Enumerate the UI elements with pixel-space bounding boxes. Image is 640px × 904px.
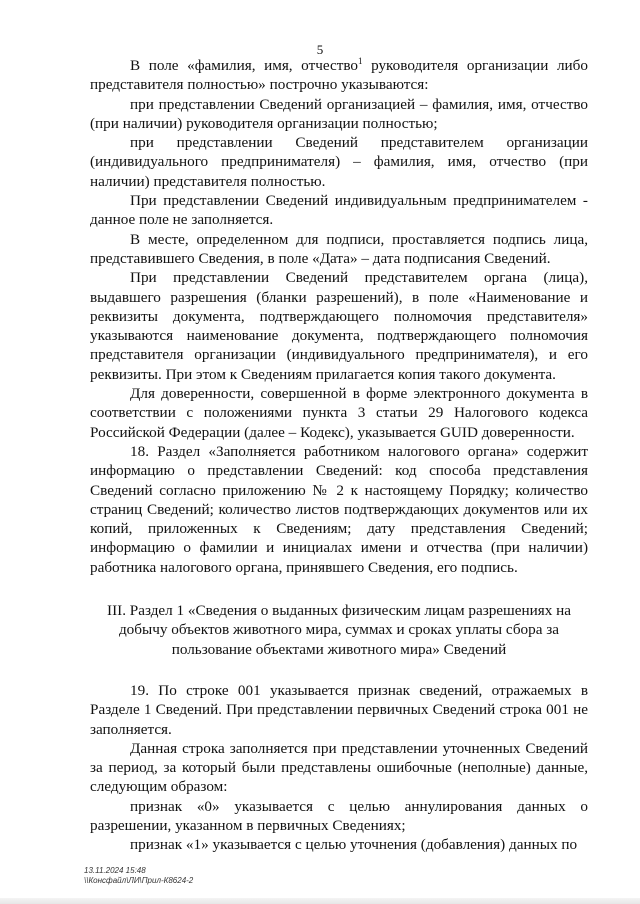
section-heading: III. Раздел 1 «Сведения о выданных физическим лицам разрешениях на добычу объектов животного мира, суммах и сроках уплаты сбора за пользование объектами животного мира» Сведений: [107, 602, 571, 658]
paragraph-signature: В месте, определенном для подписи, проставляется подпись лица, представившего Сведения, в поле «Дата» – дата подписания Сведений.: [90, 230, 588, 267]
page-number: 5: [316, 42, 324, 57]
paragraph-organization: при представлении Сведений организацией – фамилия, имя, отчество (при наличии) руководителя организации полностью;: [90, 95, 588, 132]
footer-file-path: \\Консфайл\ЛИ\Прил-К8624-2: [84, 876, 194, 885]
page-footer: [84, 866, 193, 886]
paragraph-item-19: 19. По строке 001 указывается признак сведений, отражаемых в Разделе 1 Сведений. При представлении первичных Сведений строка 001 не заполняется.: [90, 681, 588, 738]
paragraph-authority-document: При представлении Сведений представителем органа (лица), выдавшего разрешения (бланки разрешений), в поле «Наименование и реквизиты документа, подтверждающего полномочия представителя» указываются наименование документа, подтверждающего полномочия представителя организации (индивидуального предпринимателя), и его реквизиты. При этом к Сведениям прилагается копия такого документа.: [90, 269, 588, 383]
paragraph-sign-1: признак «1» указывается с целью уточнения (добавления) данных по: [130, 836, 578, 854]
scan-edge: [0, 898, 640, 904]
document-body: [90, 56, 588, 855]
footer-timestamp: 13.11.2024 15:48: [84, 866, 146, 875]
paragraph-line-fill: Данная строка заполняется при представлении уточненных Сведений за период, за который были представлены ошибочные (неполные) данные, следующим образом:: [90, 739, 588, 796]
footnote-marker: 1: [358, 55, 363, 66]
paragraph-entrepreneur: При представлении Сведений индивидуальным предпринимателем - данное поле не заполняется.: [90, 192, 588, 229]
paragraph-text-end: руководителя организации либо представителя полностью» построчно указываются:: [90, 57, 588, 94]
paragraph-guid: Для доверенности, совершенной в форме электронного документа в соответствии с положениями пункта 3 статьи 29 Налогового кодекса Российской Федерации (далее – Кодекс), указывается GUID доверенности.: [90, 385, 588, 441]
paragraph-representative: при представлении Сведений представителем организации (индивидуального предпринимателя) – фамилия, имя, отчество (при наличии) представителя полностью.: [90, 134, 588, 190]
paragraph-text-start: В поле «фамилия, имя, отчество: [130, 57, 358, 74]
paragraph-item-18: 18. Раздел «Заполняется работником налогового органа» содержит информацию о представлении Сведений: код способа представления Сведений согласно приложению № 2 к настоящему Порядку; количество страниц Сведений; количество листов подтверждающих документов или их копий, приложенных к Сведениям; дату представления Сведений; информацию о фамилии и инициалах имени и отчества (при наличии) работника налогового органа, принявшего Сведения, его подпись.: [90, 442, 588, 576]
paragraph-sign-0: признак «0» указывается с целью аннулирования данных о разрешении, указанном в первичных Сведениях;: [90, 797, 588, 834]
paragraph-fio-field: [90, 56, 588, 95]
